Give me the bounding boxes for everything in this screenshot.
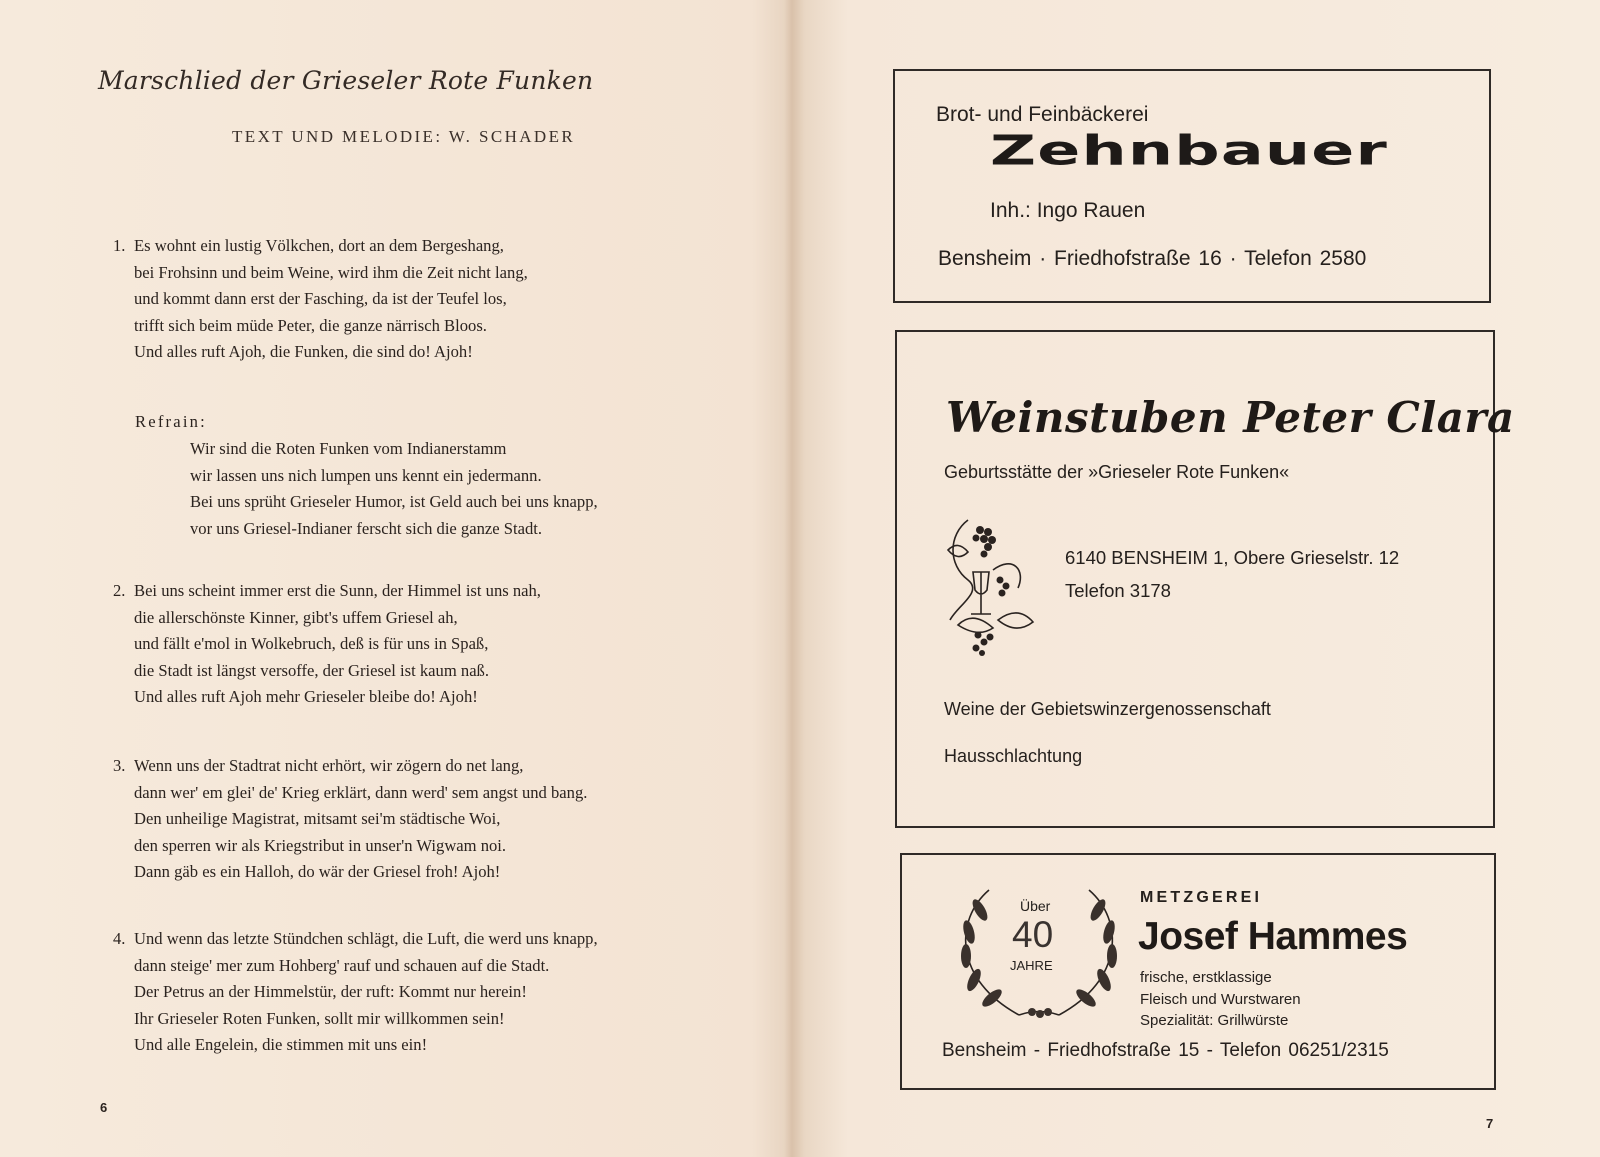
stanza-3 [113, 753, 587, 886]
stanza-line: bei Frohsinn und beim Weine, wird ihm die Zeit nicht lang, [134, 262, 528, 282]
weinstuben-slaughter: Hausschlachtung [944, 746, 1083, 766]
baeckerei-address: Bensheim · Friedhofstraße 16 · Telefon 2580 [938, 247, 1367, 270]
stanza-line: Und wenn das letzte Stündchen schlägt, die Luft, die werd uns knapp, [134, 929, 598, 948]
weinstuben-address: 6140 BENSHEIM 1, Obere Grieselstr. 12 [1065, 547, 1400, 568]
grapevine-wineglass-icon [938, 510, 1048, 660]
stanza-line: Der Petrus an der Himmelstür, der ruft: Kommt nur herein! [134, 982, 527, 1002]
stanza-2 [113, 578, 541, 711]
metzgerei-line-1: frische, erstklassige [1140, 969, 1272, 986]
refrain-line: vor uns Griesel-Indianer ferscht sich die ganze Stadt. [190, 518, 543, 538]
metzgerei-address: Bensheim - Friedhofstraße 15 - Telefon 06251/2315 [942, 1040, 1389, 1061]
weinstuben-name: Weinstuben Peter Clara [946, 393, 1515, 442]
stanza-line: Dann gäb es ein Halloh, do wär der Griesel froh! Ajoh! [134, 862, 501, 882]
stanza-number: 1. [113, 236, 126, 255]
stanza-line: Es wohnt ein lustig Völkchen, dort an dem Bergeshang, [134, 236, 504, 255]
badge-bottom-text: JAHRE [1010, 958, 1053, 973]
metzgerei-name: Josef Hammes [1138, 915, 1408, 958]
stanza-line: Wenn uns der Stadtrat nicht erhört, wir zögern do net lang, [134, 756, 524, 775]
metzgerei-line-2: Fleisch und Wurstwaren [1140, 991, 1301, 1008]
stanza-line: Den unheilige Magistrat, mitsamt sei'm städtische Woi, [134, 809, 501, 829]
refrain-label: Refrain: [135, 412, 207, 431]
baeckerei-name: Zehnbauer [990, 128, 1389, 175]
stanza-line: Bei uns scheint immer erst die Sunn, der Himmel ist uns nah, [134, 581, 541, 600]
weinstuben-wine: Weine der Gebietswinzergenossenschaft [944, 699, 1271, 719]
weinstuben-phone: Telefon 3178 [1065, 580, 1171, 601]
stanza-line: und kommt dann erst der Fasching, da ist der Teufel los, [134, 289, 507, 309]
weinstuben-subtitle: Geburtsstätte der »Grieseler Rote Funken« [944, 462, 1290, 482]
stanza-line: die allerschönste Kinner, gibt's uffem Griesel ah, [134, 607, 458, 627]
page-number-right: 7 [1486, 1116, 1494, 1131]
stanza-line: Ihr Grieseler Roten Funken, sollt mir willkommen sein! [134, 1008, 505, 1028]
refrain-line: Bei uns sprüht Grieseler Humor, ist Geld auch bei uns knapp, [190, 492, 598, 512]
stanza-line: dann steige' mer zum Hohberg' rauf und schauen auf die Stadt. [134, 955, 550, 975]
refrain [190, 436, 598, 542]
stanza-line: die Stadt ist längst versoffe, der Griesel ist kaum naß. [134, 660, 489, 680]
metzgerei-line-3: Spezialität: Grillwürste [1140, 1012, 1289, 1029]
stanza-number: 2. [113, 581, 126, 600]
badge-number: 40 [1012, 914, 1054, 955]
stanza-number: 3. [113, 756, 126, 775]
baeckerei-owner: Inh.: Ingo Rauen [990, 199, 1146, 222]
page-number-left: 6 [100, 1100, 108, 1115]
song-title: Marschlied der Grieseler Rote Funken [98, 66, 594, 95]
stanza-line: und fällt e'mol in Wolkebruch, deß is für uns in Spaß, [134, 634, 489, 654]
stanza-line: Und alle Engelein, die stimmen mit uns ein! [134, 1035, 428, 1055]
badge-top-text: Über [1020, 898, 1051, 914]
stanza-line: dann wer' em glei' de' Krieg erklärt, dann werd' sem angst und bang. [134, 782, 588, 802]
stanza-line: den sperren wir als Kriegstribut in unser'n Wigwam noi. [134, 835, 507, 855]
metzgerei-label: METZGEREI [1140, 889, 1263, 906]
stanza-1 [113, 233, 528, 366]
stanza-line: Und alles ruft Ajoh, die Funken, die sind do! Ajoh! [134, 342, 473, 362]
stanza-4 [113, 926, 598, 1059]
song-credit: TEXT UND MELODIE: W. SCHADER [232, 127, 576, 146]
stanza-number: 4. [113, 929, 126, 948]
stanza-line: trifft sich beim müde Peter, die ganze närrisch Bloos. [134, 315, 487, 335]
refrain-line: wir lassen uns nich lumpen uns kennt ein jedermann. [190, 465, 542, 485]
refrain-line: Wir sind die Roten Funken vom Indianerstamm [190, 439, 507, 458]
stanza-line: Und alles ruft Ajoh mehr Grieseler bleibe do! Ajoh! [134, 687, 478, 707]
baeckerei-subtitle: Brot- und Feinbäckerei [936, 103, 1149, 126]
